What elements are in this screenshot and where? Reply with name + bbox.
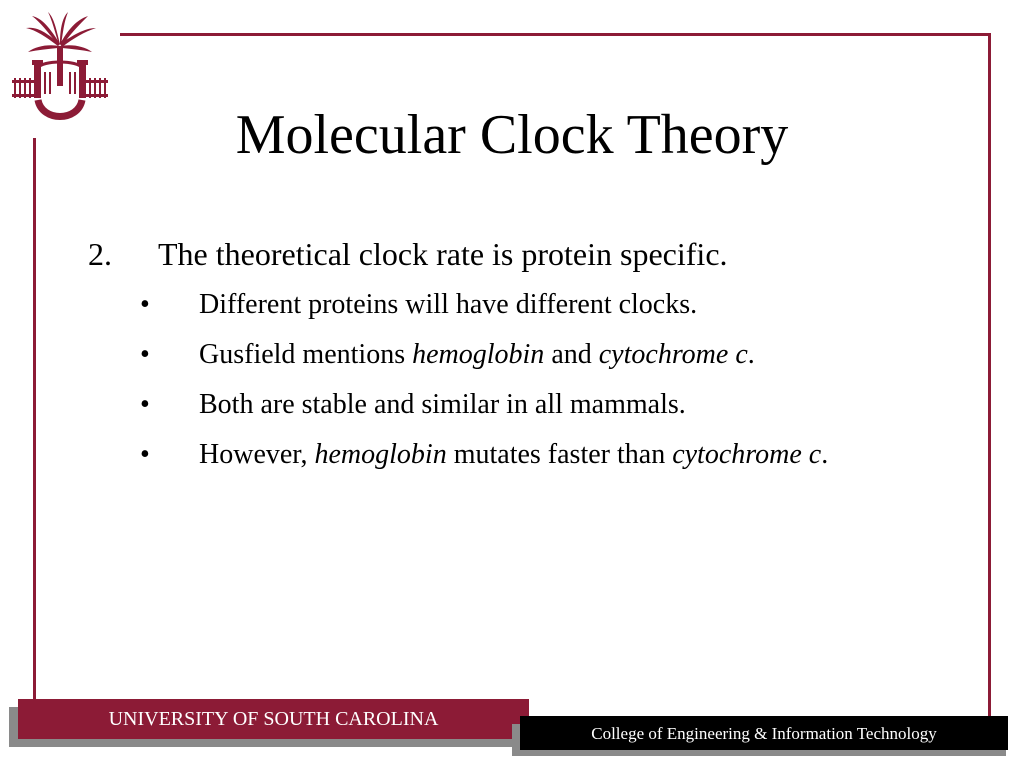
university-name: UNIVERSITY OF SOUTH CAROLINA (108, 708, 439, 730)
frame-top-border (120, 33, 991, 36)
bullet-marker: • (140, 389, 150, 420)
frame-left-border (33, 138, 36, 700)
college-name: College of Engineering & Information Technology (591, 724, 937, 743)
bullet-text: Different proteins will have different clocks. (199, 289, 698, 320)
point-number: 2. (88, 236, 112, 272)
slide-title: Molecular Clock Theory (235, 104, 789, 166)
bullet-text: Both are stable and similar in all mammals. (199, 389, 686, 420)
point-text: The theoretical clock rate is protein specific. (158, 236, 728, 272)
bullet-marker: • (140, 439, 150, 470)
bullet-text: Gusfield mentions hemoglobin and cytochrome c. (199, 339, 755, 370)
bullet-text: However, hemoglobin mutates faster than cytochrome c. (199, 439, 829, 470)
bullet-marker: • (140, 289, 150, 320)
bullet-marker: • (140, 339, 150, 370)
